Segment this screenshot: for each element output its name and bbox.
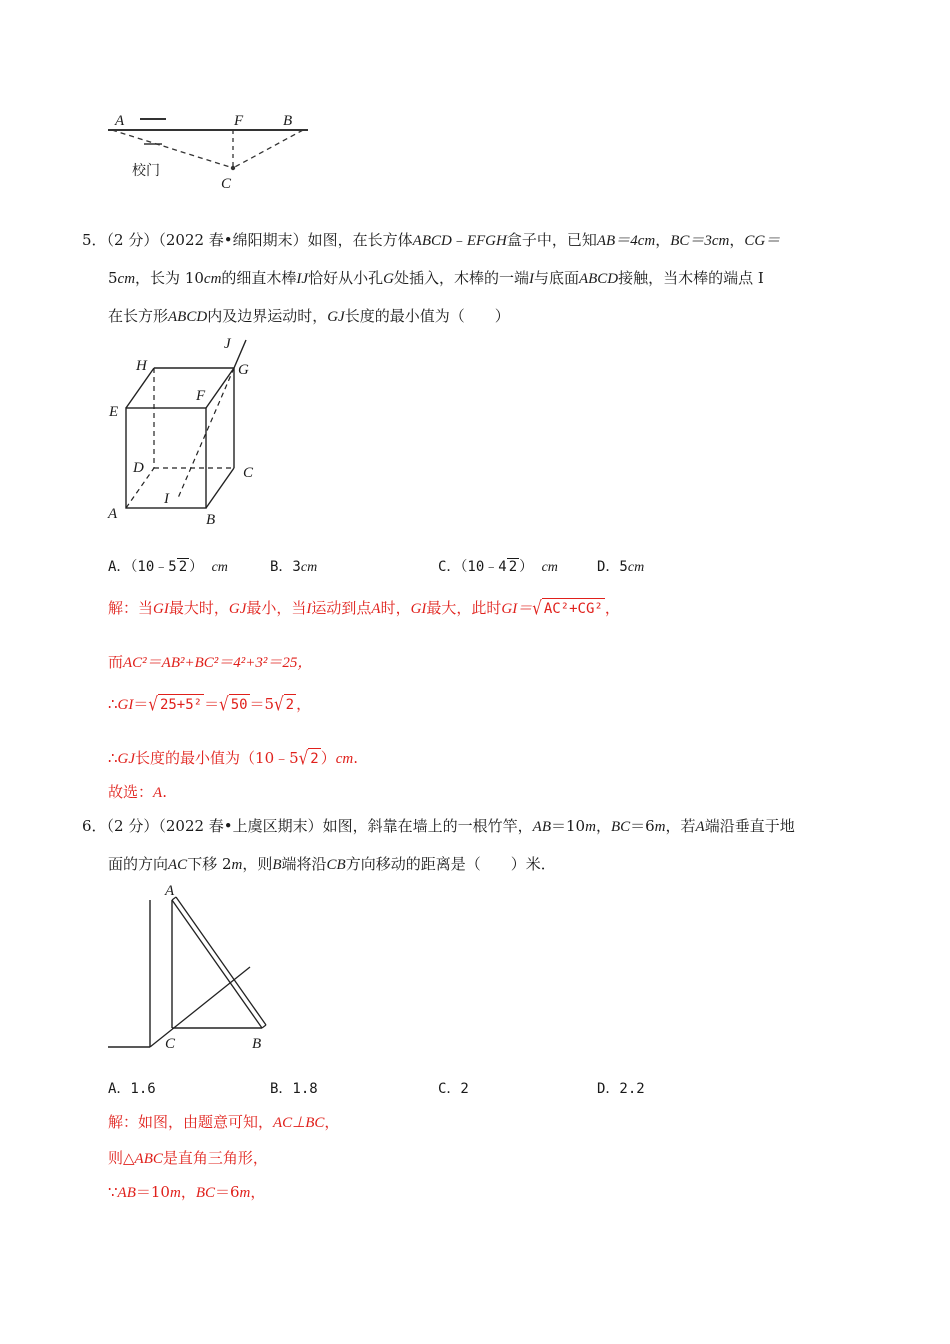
q6-solution-line-3 — [108, 1182, 265, 1203]
sol-text: 最大时， — [168, 599, 229, 617]
sol-text: 运动到点 — [311, 599, 372, 617]
sol-text: 解：当 — [108, 599, 154, 617]
q5-var: G — [383, 271, 394, 287]
option-text: ） — [519, 559, 534, 575]
cuboid-label-j: J — [224, 336, 231, 352]
q5-unit: cm — [637, 233, 656, 249]
q6-text: 如图，斜靠在墙上的一根竹竿， — [322, 817, 533, 835]
option-text: B．3 — [270, 559, 301, 575]
sol-var: GJ — [117, 751, 136, 767]
option-text: C．（10﹣4 — [438, 559, 507, 575]
sol-text: 最小，当 — [246, 599, 307, 617]
q6-unit: m — [231, 857, 243, 873]
cuboid-label-b: B — [206, 512, 216, 528]
q5-unit: cm — [203, 271, 222, 287]
sol-text: ， — [296, 695, 312, 713]
q6-source: （2022 春•上虞区期末） — [158, 817, 323, 835]
sqrt-radicand: 2 — [284, 694, 296, 715]
cuboid-label-c: C — [243, 465, 254, 481]
sol-text: . — [353, 749, 358, 767]
q6-solution-line-1 — [108, 1112, 339, 1133]
sol-text: 长度的最小值为（10﹣5 — [135, 749, 299, 767]
q5-text: 内及边界运动时， — [207, 307, 328, 325]
q5-text: ，长为 10 — [135, 269, 204, 287]
sqrt-radicand: 50 — [229, 694, 250, 715]
option-unit: cm — [300, 560, 318, 575]
sol-text: ， — [324, 1113, 340, 1131]
q5-solution-line-3: ∴GI＝√ 25+5² ＝√ 50 ＝5√ 2 ， — [108, 692, 312, 716]
option-unit: cm — [211, 560, 228, 575]
q6-option-a[interactable]: A．1.6 — [108, 1081, 156, 1097]
q5-line-3 — [108, 306, 510, 327]
q6-text: 方向移动的距离是（ ）米． — [345, 855, 556, 873]
q5-solution-line-1: 解：当GI最大时，GJ最小，当I运动到点A时，GI最大，此时GI＝√ AC²+CG² ， — [108, 596, 620, 620]
q5-var: BC＝3 — [670, 233, 712, 249]
sol-text: 时， — [380, 599, 411, 617]
q5-number: 5． — [82, 231, 107, 249]
sol-text: ， — [604, 599, 620, 617]
option-unit: cm — [541, 560, 558, 575]
sol-text: ＝10 — [135, 1183, 170, 1201]
q5-text: 盒子中，已知 — [506, 231, 597, 249]
q5-var: AB＝4 — [596, 233, 638, 249]
q6-option-d[interactable]: D．2.2 — [597, 1081, 645, 1097]
q5-option-b[interactable] — [270, 556, 317, 576]
option-text: ） — [189, 559, 204, 575]
sol-var: ABC — [134, 1151, 163, 1167]
cuboid-label-g: G — [238, 362, 249, 378]
q6-text: ＝10 — [551, 817, 586, 835]
sol-var: I — [306, 601, 312, 617]
sqrt-radicand: AC²+CG² — [542, 598, 605, 619]
cuboid-label-i: I — [164, 491, 169, 507]
q6-option-b[interactable]: B．1.8 — [270, 1081, 318, 1097]
cuboid-label-e: E — [109, 404, 119, 420]
sol-text: 解：如图，由题意可知， — [108, 1113, 274, 1131]
q5-option-a[interactable] — [108, 556, 228, 576]
sol-unit: cm — [335, 751, 354, 767]
q6-unit: m — [585, 819, 596, 835]
q6-var: AB — [532, 819, 551, 835]
q5-text: 接触，当木棒的端点 I — [618, 269, 764, 287]
q5-unit: cm — [711, 233, 730, 249]
q6-number: 6． — [82, 817, 107, 835]
q5-source: （2022 春•绵阳期末） — [158, 231, 308, 249]
sol-text: . — [162, 783, 167, 801]
q6-text: ，则 — [242, 855, 273, 873]
sol-var: GI — [117, 697, 134, 713]
sol-text: 则△ — [108, 1149, 135, 1167]
cuboid-label-f: F — [196, 388, 206, 404]
sqrt-radicand: 25+5² — [158, 694, 204, 715]
q5-text: 的细直木棒 — [221, 269, 297, 287]
q5-text: 处插入，木棒的一端 — [393, 269, 529, 287]
q5-line-1: 5．（2 分）（2022 春•绵阳期末）如图，在长方体ABCD﹣EFGH盒子中，已知AB＝4cm，BC＝3cm，CG＝ — [82, 231, 781, 249]
q5-var: IJ — [296, 271, 309, 287]
sol-text: 故选： — [108, 783, 154, 801]
sol-text: ， — [180, 1183, 196, 1201]
sqrt-radicand: 2 — [508, 559, 518, 575]
q5-option-d[interactable] — [597, 556, 644, 576]
sol-text: 而 — [108, 653, 124, 671]
q5-solution-line-4: ∴GJ长度的最小值为（10﹣5√ 2 ）cm. — [108, 746, 358, 770]
cuboid-figure — [100, 330, 270, 535]
pole-label-a: A — [165, 883, 175, 899]
option-text: A．（10﹣5 — [108, 559, 177, 575]
q5-text: ﹣ — [451, 231, 467, 249]
q6-unit: m — [654, 819, 666, 835]
sol-var: AC⊥BC — [273, 1115, 325, 1131]
q6-solution-line-2 — [108, 1148, 268, 1169]
sqrt-radicand: 2 — [308, 748, 320, 769]
q5-text: 如图，在长方体 — [307, 231, 413, 249]
sol-text: ∴ — [108, 749, 118, 767]
sol-var: GI — [410, 601, 427, 617]
q6-text: 端沿垂直于地 — [704, 817, 795, 835]
school-gate-figure — [100, 105, 320, 200]
q6-text: ，若 — [665, 817, 696, 835]
option-text: D．5 — [597, 559, 628, 575]
sol-var: AB — [117, 1185, 136, 1201]
sol-text: ＝ — [133, 695, 149, 713]
sol-unit: m — [169, 1185, 181, 1201]
q6-line-2 — [108, 854, 556, 875]
q6-text: 面的方向 — [108, 855, 169, 873]
pole-label-b: B — [252, 1036, 262, 1052]
q5-solution-line-5 — [108, 782, 167, 803]
q5-var: EFGH — [466, 233, 507, 249]
sol-var: GJ — [228, 601, 247, 617]
sol-text: ＝6 — [215, 1183, 240, 1201]
sol-text: ＝5 — [249, 695, 275, 713]
point-label-c: C — [221, 176, 232, 192]
sol-text: ） — [320, 749, 336, 767]
q5-unit: cm — [117, 271, 136, 287]
q6-text: 下移 2 — [187, 855, 232, 873]
q5-text: 与底面 — [533, 269, 579, 287]
q5-var: ABCD — [168, 309, 208, 325]
sol-text: 最大，此时 — [426, 599, 502, 617]
sol-expr: AC²＝AB²+BC²＝4²+3²＝25， — [123, 655, 313, 671]
q5-line-2 — [108, 268, 764, 289]
point-label-a: A — [115, 113, 125, 129]
sqrt-radicand: 2 — [178, 559, 188, 575]
q6-text: 端将沿 — [281, 855, 327, 873]
cuboid-label-h: H — [136, 358, 147, 374]
q6-var: AC — [168, 857, 188, 873]
q5-text: 长度的最小值为（ ） — [344, 307, 510, 325]
q5-var: ABCD — [578, 271, 619, 287]
q5-text: 5 — [108, 269, 118, 287]
bamboo-pole-figure — [100, 875, 275, 1060]
q5-option-c[interactable] — [438, 556, 558, 576]
sol-text: 是直角三角形， — [162, 1149, 268, 1167]
q5-text: 在长方形 — [108, 307, 169, 325]
point-label-f: F — [234, 113, 244, 129]
q6-var: BC — [610, 819, 631, 835]
sol-var: A — [153, 785, 163, 801]
sol-text: ∵ — [108, 1183, 118, 1201]
q6-var: B — [272, 857, 282, 873]
q5-var: GJ — [327, 309, 345, 325]
q6-text: ＝6 — [630, 817, 655, 835]
q5-solution-line-2 — [108, 652, 312, 673]
q6-var: A — [695, 819, 705, 835]
sol-var: GI — [153, 601, 169, 617]
cuboid-label-a: A — [108, 506, 118, 522]
sol-text: ＝ — [204, 695, 220, 713]
pole-label-c: C — [165, 1036, 176, 1052]
q5-var: CG＝ — [744, 233, 781, 249]
sol-unit: m — [239, 1185, 251, 1201]
sol-var: BC — [195, 1185, 215, 1201]
option-unit: cm — [627, 560, 645, 575]
q6-option-c[interactable]: C．2 — [438, 1081, 469, 1097]
q6-score: （2 分） — [106, 817, 159, 835]
sol-var: A — [371, 601, 381, 617]
q5-var: I — [528, 271, 534, 287]
q5-score: （2 分） — [106, 231, 159, 249]
q5-text: 恰好从小孔 — [308, 269, 384, 287]
sol-var: GI＝ — [501, 601, 533, 617]
sol-text: ∴ — [108, 695, 118, 713]
q6-line-1: 6．（2 分）（2022 春•上虞区期末）如图，斜靠在墙上的一根竹竿，AB＝10m，BC＝6m，若A端沿垂直于地 — [82, 817, 795, 835]
point-label-b: B — [283, 113, 293, 129]
q5-var: ABCD — [412, 233, 452, 249]
sol-text: ， — [250, 1183, 266, 1201]
q6-var: CB — [326, 857, 346, 873]
cuboid-label-d: D — [133, 460, 144, 476]
gate-label: 校门 — [132, 163, 160, 179]
